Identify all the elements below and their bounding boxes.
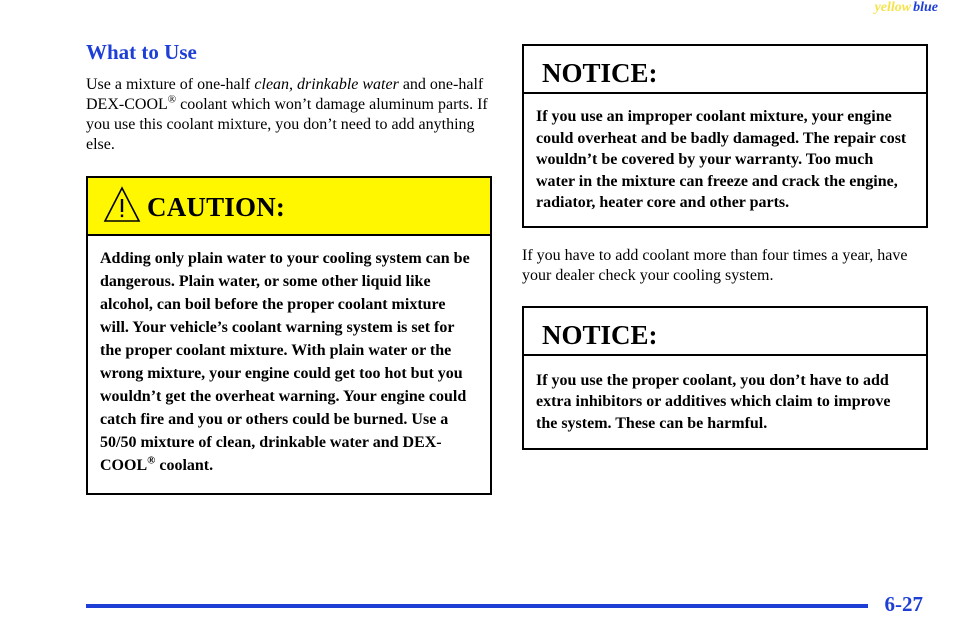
notice-header-2 <box>524 308 926 356</box>
notice-header-1 <box>524 46 926 94</box>
caution-box <box>86 176 492 495</box>
registered-mark: ® <box>147 454 156 467</box>
section-title: What to Use <box>86 40 197 64</box>
left-column <box>86 40 492 495</box>
caution-header <box>88 178 490 236</box>
notice-box-1 <box>522 44 928 228</box>
intro-text-c: coolant which won’t damage aluminum parts. If you use this coolant mixture, you don’t need to add anything else. <box>86 96 488 153</box>
intro-text-italic: clean, drinkable water <box>254 76 399 93</box>
caution-body <box>88 236 490 493</box>
page-number: 6-27 <box>884 592 923 616</box>
notice-body-2: If you use the proper coolant, you don’t have to add extra inhibitors or additives which claim to improve the system. These can be harmful. <box>536 371 891 432</box>
intro-text-a: Use a mixture of one-half <box>86 76 255 93</box>
caution-title: CAUTION: <box>147 192 286 222</box>
right-column <box>522 44 928 450</box>
notice-title-2: NOTICE: <box>542 319 658 350</box>
notice-title-1: NOTICE: <box>542 58 658 88</box>
corner-tag-blue: blue <box>913 0 938 15</box>
footer-rule <box>86 604 868 608</box>
registered-mark: ® <box>167 93 177 106</box>
notice-body-1: If you use an improper coolant mixture, your engine could overheat and be badly damaged. The repair cost wouldn’t be covered by your warranty. Too much water in the mixture can freeze and crack the engine, radiator, heater core and other parts. <box>536 108 907 211</box>
coolant-frequency-paragraph: If you have to add coolant more than four times a year, have your dealer check your cooling system. <box>522 246 908 284</box>
caution-text-b: coolant. <box>155 457 214 474</box>
caution-text-a: Adding only plain water to your cooling system can be dangerous. Plain water, or some other liquid like alcohol, can boil before the proper coolant mixture will. Your vehicle’s coolant warning system is set for the proper coolant mixture. With plain water or the wrong mixture, your engine could get too hot but you wouldn’t get the overheat warning. Your engine could catch fire and you or others could be burned. Use a 50/50 mixture of clean, drinkable water and DEX-COOL <box>100 250 470 474</box>
intro-text-b: and one-half DEX-COOL <box>86 76 484 113</box>
corner-tag-yellow: yellow <box>874 0 912 15</box>
warning-triangle-icon <box>102 185 142 230</box>
notice-box-2 <box>522 306 928 451</box>
corner-tag <box>875 0 938 16</box>
intro-paragraph <box>86 75 492 155</box>
